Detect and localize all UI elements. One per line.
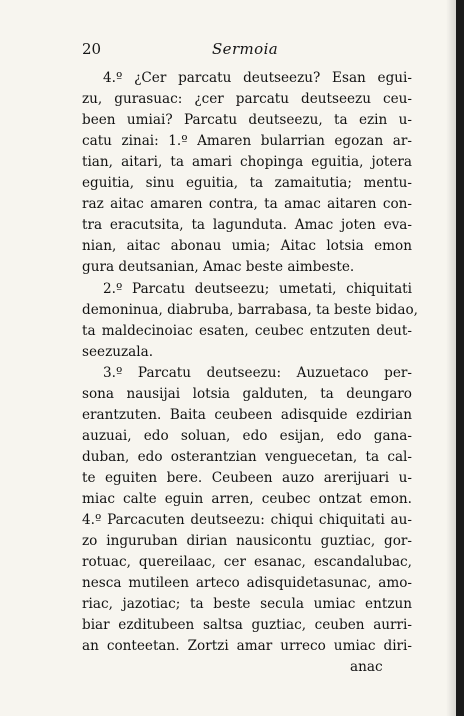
text-line: raz aitac amaren contra, ta amac aitaren con- (82, 196, 412, 212)
text-line: 4.º Parcacuten deutseezu: chiqui chiquitati au- (82, 512, 412, 528)
text-line: demoninua, diabruba, barrabasa, ta beste bidao, (82, 302, 418, 318)
text-line: an conteetan. Zortzi amar urreco umiac diri- (82, 638, 412, 654)
text-line: riac, jazotiac; ta beste secula umiac entzun (82, 596, 412, 612)
text-line: biar ezditubeen saltsa guztiac, ceuben aurri- (82, 617, 412, 633)
text-line: nesca mutileen arteco adisquidetasunac, amo- (82, 575, 412, 591)
text-line: 3.º Parcatu deutseezu: Auzuetaco per- (103, 365, 412, 381)
text-line: seezuzala. (82, 344, 154, 360)
text-line: gura deutsanian, Amac beste aimbeste. (82, 259, 355, 275)
text-line: tian, aitari, ta amari chopinga eguitia, jotera (82, 154, 412, 170)
text-line: te eguiten bere. Ceubeen auzo arerijuari u- (82, 470, 412, 486)
text-line: ta maldecinoiac esaten, ceubec entzuten deut- (82, 323, 412, 339)
text-line: auzuai, edo soluan, edo esijan, edo gana- (82, 428, 412, 444)
text-line: duban, edo osterantzian venguecetan, ta cal- (82, 449, 412, 465)
text-line: been umiai? Parcatu deutseezu, ta ezin u- (82, 112, 412, 128)
text-line: zo inguruban dirian nausicontu guztiac, gor- (82, 533, 412, 549)
text-line: catu zinai: 1.º Amaren bularrian egozan ar- (82, 133, 412, 149)
page-number: 20 (82, 40, 102, 58)
text-line: 2.º Parcatu deutseezu; umetati, chiquitati (103, 281, 412, 297)
text-line: miac calte eguin arren, ceubec ontzat emon. (82, 491, 412, 507)
page-header (82, 40, 412, 62)
text-line: zu, gurasuac: ¿cer parcatu deutseezu ceu- (82, 91, 412, 107)
text-line: tra eracutsita, ta lagunduta. Amac joten eva- (82, 217, 412, 233)
text-line: eguitia, sinu eguitia, ta zamaitutia; mentu- (82, 175, 412, 191)
catchword: anac (350, 659, 383, 675)
text-line: 4.º ¿Cer parcatu deutseezu? Esan egui- (103, 70, 412, 86)
text-line: nian, aitac abonau umia; Aitac lotsia emon (82, 238, 412, 254)
text-line: sona nausijai lotsia galduten, ta deungaro (82, 386, 412, 402)
text-line: erantzuten. Baita ceubeen adisquide ezdirian (82, 407, 412, 423)
running-head: Sermoia (212, 40, 279, 58)
text-line: rotuac, quereilaac, cer esanac, escandalubac, (82, 554, 412, 570)
